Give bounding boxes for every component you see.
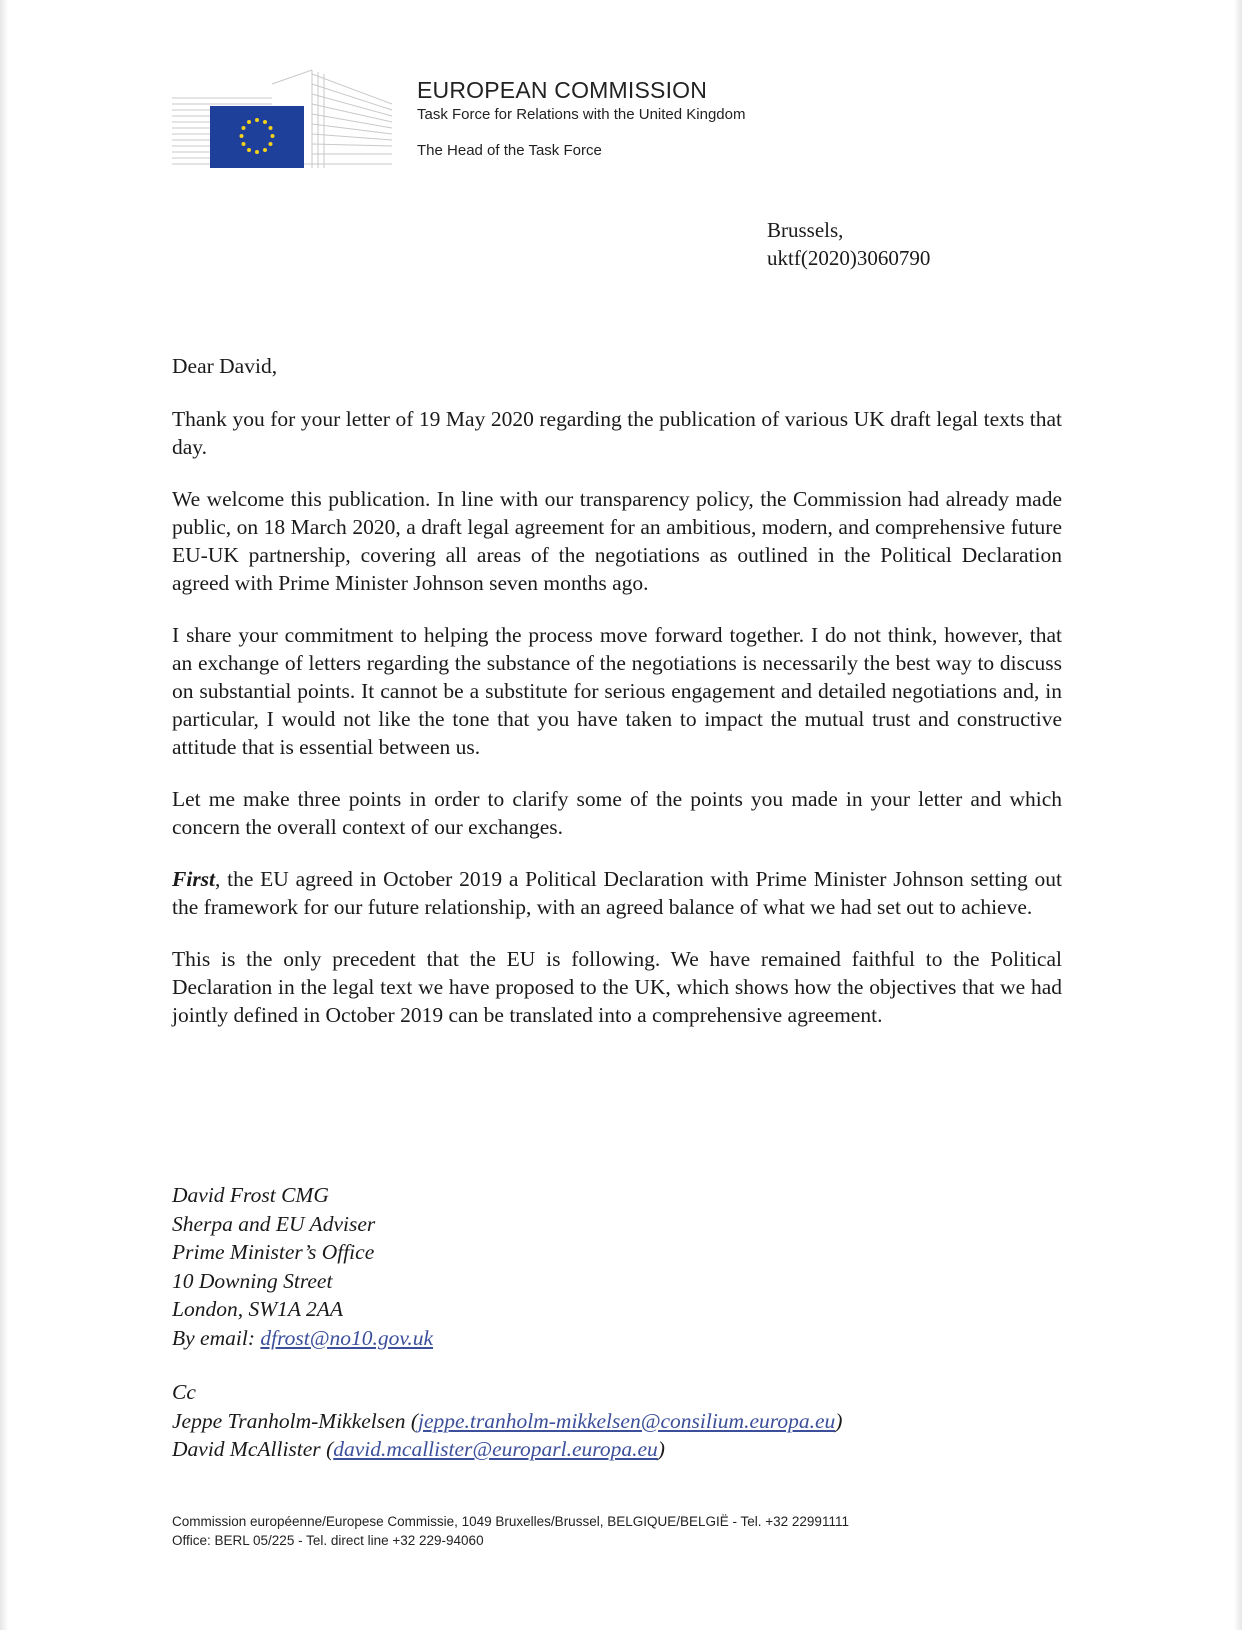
- footer: [172, 1512, 849, 1550]
- recipient-address: [172, 1181, 433, 1352]
- paragraph-5: [172, 865, 1062, 921]
- org-subtitle: Task Force for Relations with the United Kingdom: [417, 106, 746, 123]
- recipient-title: Sherpa and EU Adviser: [172, 1211, 376, 1236]
- cc-block: [172, 1378, 842, 1464]
- paragraph-5-rest: , the EU agreed in October 2019 a Political Declaration with Prime Minister Johnson setting out the framework for our future relationship, with an agreed balance of what we had set out to achieve.: [172, 867, 1062, 919]
- email-label: By email:: [172, 1325, 255, 1350]
- place-reference: [767, 216, 930, 272]
- cc-entry: Jeppe Tranholm-Mikkelsen (jeppe.tranholm-mikkelsen@consilium.europa.eu): [172, 1408, 843, 1433]
- page-edge-left: [0, 0, 8, 1630]
- eu-flag: [210, 106, 304, 168]
- cc-entry: David McAllister (david.mcallister@europarl.europa.eu): [172, 1437, 665, 1461]
- cc-email-link[interactable]: david.mcallister@europarl.europa.eu: [333, 1437, 658, 1461]
- cc-name: Jeppe Tranholm-Mikkelsen: [172, 1408, 406, 1433]
- european-commission-logo-icon: [172, 64, 394, 176]
- paragraph-3: I share your commitment to helping the process move forward together. I do not think, however, that an exchange of letters regarding the substance of the negotiations is necessarily the best way to discuss on substantial points. It cannot be a substitute for serious engagement and detailed negotiations and, in particular, I would not like the tone that you have taken to impact the mutual trust and constructive attitude that is essential between us.: [172, 623, 1062, 759]
- recipient-email-line: [172, 1324, 433, 1353]
- paragraph-1: Thank you for your letter of 19 May 2020 regarding the publication of various UK draft legal texts that day.: [172, 407, 1062, 459]
- reference-number: uktf(2020)3060790: [767, 246, 931, 270]
- cc-email-link[interactable]: jeppe.tranholm-mikkelsen@consilium.europa.eu: [418, 1408, 836, 1433]
- letterhead: [417, 76, 745, 161]
- recipient-name: David Frost CMG: [172, 1183, 329, 1207]
- org-role: The Head of the Task Force: [417, 142, 602, 159]
- place: Brussels,: [767, 218, 844, 242]
- footer-address: Commission européenne/Europese Commissie, 1049 Bruxelles/Brussel, BELGIQUE/BELGIË - Tel. +32 22991111: [172, 1514, 849, 1529]
- paragraph-4: Let me make three points in order to clarify some of the points you made in your letter and which concern the overall context of our exchanges.: [172, 787, 1062, 839]
- recipient-street: 10 Downing Street: [172, 1268, 333, 1293]
- cc-name: David McAllister: [172, 1437, 321, 1461]
- recipient-office: Prime Minister’s Office: [172, 1240, 375, 1264]
- page-edge-right: [1234, 0, 1242, 1630]
- letter-body: [172, 352, 1062, 1053]
- paragraph-6: This is the only precedent that the EU is following. We have remained faithful to the Political Declaration in the legal text we have proposed to the UK, which shows how the objectives that we had jointly defined in October 2019 can be translated into a comprehensive agreement.: [172, 947, 1062, 1027]
- recipient-email-link[interactable]: dfrost@no10.gov.uk: [260, 1325, 434, 1350]
- paragraph-2: We welcome this publication. In line with our transparency policy, the Commission had already made public, on 18 March 2020, a draft legal agreement for an ambitious, modern, and comprehensive future EU-UK partnership, covering all areas of the negotiations as outlined in the Political Declaration agreed with Prime Minister Johnson seven months ago.: [172, 487, 1062, 595]
- org-name: EUROPEAN COMMISSION: [417, 77, 708, 103]
- cc-label: Cc: [172, 1380, 196, 1404]
- paragraph-5-lead: First: [172, 867, 216, 891]
- footer-office: Office: BERL 05/225 - Tel. direct line +32 229-94060: [172, 1533, 484, 1548]
- recipient-city: London, SW1A 2AA: [172, 1297, 344, 1321]
- salutation: Dear David,: [172, 354, 278, 378]
